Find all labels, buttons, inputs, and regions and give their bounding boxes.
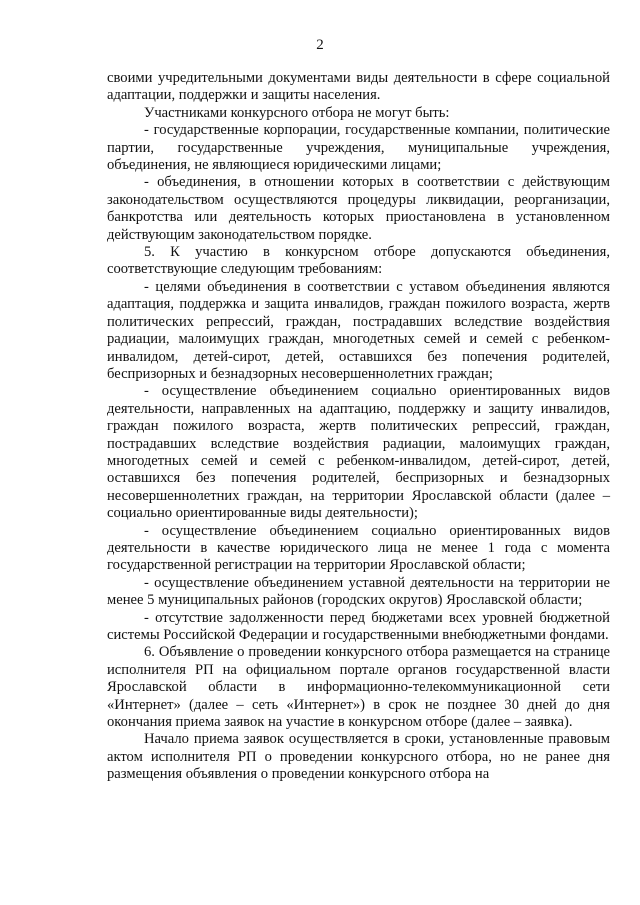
paragraph-excluded-state-entities: - государственные корпорации, государственные компании, политические партии, государственные учреждения, муниципальные учреждения, объединения, не являющиеся юридическими лицами;: [107, 122, 610, 174]
paragraph-participants-exclusion-intro: Участниками конкурсного отбора не могут быть:: [144, 104, 450, 121]
paragraph-application-start: Начало приема заявок осуществляется в сроки, установленные правовым актом исполнителя РП о проведении конкурсного отбора, но не ранее дня размещения объявления о проведении конкурсного отбора на: [107, 731, 610, 783]
page-number: 2: [316, 37, 324, 53]
paragraph-item-6: 6. Объявление о проведении конкурсного отбора размещается на странице исполнителя РП на официальном портале органов государственной власти Ярославской области в информационно-телекоммуникационной сети «Интернет» (далее – сеть «Интернет») в срок не позднее 30 дней до дня окончания приема заявок на участие в конкурсном отборе (далее – заявка).: [107, 644, 610, 731]
paragraph-item-5: 5. К участию в конкурсном отборе допускаются объединения, соответствующие следующим требованиям:: [107, 244, 610, 278]
paragraph-requirement-no-debt: - отсутствие задолженности перед бюджетами всех уровней бюджетной системы Российской Федерации и государственными внебюджетными фондами.: [107, 609, 610, 643]
paragraph-requirement-goals: - целями объединения в соответствии с уставом объединения являются адаптация, поддержка и защита инвалидов, граждан пожилого возраста, жертв политических репрессий, граждан, пострадавших вследствие воздействия радиации, малоимущих граждан, многодетных семей и семей с ребенком-инвалидом, детей-сирот, детей, оставшихся без попечения родителей, беспризорных и безнадзорных несовершеннолетних граждан;: [107, 278, 610, 382]
paragraph-continuation: своими учредительными документами виды деятельности в сфере социальной адаптации, поддержки и защиты населения.: [107, 70, 610, 104]
document-body: [107, 70, 610, 784]
paragraph-requirement-five-districts: - осуществление объединением уставной деятельности на территории не менее 5 муниципальных районов (городских округов) Ярославской области;: [107, 574, 610, 609]
paragraph-excluded-liquidation: - объединения, в отношении которых в соответствии с действующим законодательством осуществляются процедуры ликвидации, реорганизации, банкротства или деятельность которых приостановлена в установленном действующим законодательством порядке.: [107, 174, 610, 243]
paragraph-requirement-one-year: - осуществление объединением социально ориентированных видов деятельности в качестве юридического лица не менее 1 года с момента государственной регистрации на территории Ярославской области;: [107, 522, 610, 574]
paragraph-requirement-activities: - осуществление объединением социально ориентированных видов деятельности, направленных на адаптацию, поддержку и защиту инвалидов, граждан пожилого возраста, жертв политических репрессий, граждан, пострадавших вследствие воздействия радиации, малоимущих граждан, многодетных семей и семей с ребенком-инвалидом, детей-сирот, детей, оставшихся без попечения родителей, беспризорных и безнадзорных несовершеннолетних граждан, на территории Ярославской области (далее – социально ориентированные виды деятельности);: [107, 383, 610, 522]
